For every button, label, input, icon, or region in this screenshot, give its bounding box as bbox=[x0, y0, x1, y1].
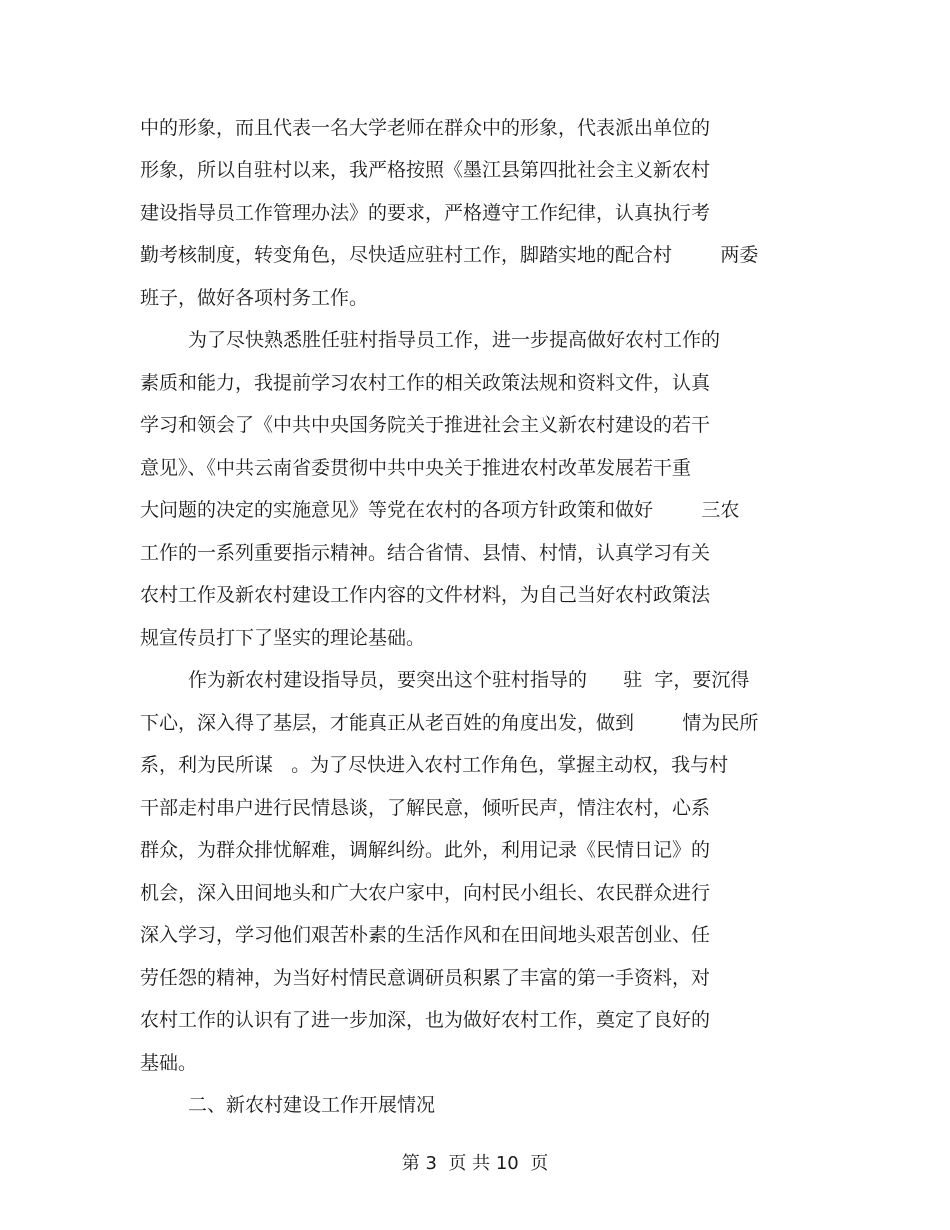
text-line: 班子，做好各项村务工作。 bbox=[140, 287, 369, 309]
text-line: 农村工作的认识有了进一步加深，也为做好农村工作，奠定了良好的 bbox=[140, 1009, 711, 1031]
text-line: 规宣传员打下了坚实的理论基础。 bbox=[140, 627, 426, 649]
text-line: 素质和能力，我提前学习农村工作的相关政策法规和资料文件，认真 bbox=[140, 372, 711, 394]
paragraph-start-line: 作为新农村建设指导员，要突出这个驻村指导的 驻 字，要沉得 bbox=[188, 669, 750, 691]
text-line: 下心，深入得了基层，才能真正从老百姓的角度出发，做到 情为民所 bbox=[140, 712, 759, 734]
text-line: 意见》、《中共云南省委贯彻中共中央关于推进农村改革发展若干重 bbox=[140, 457, 692, 479]
paragraph-start-line: 为了尽快熟悉胜任驻村指导员工作，进一步提高做好农村工作的 bbox=[188, 329, 721, 351]
text-line: 机会，深入田间地头和广大农户家中，向村民小组长、农民群众进行 bbox=[140, 882, 711, 904]
text-line: 建设指导员工作管理办法》的要求，严格遵守工作纪律，认真执行考 bbox=[140, 202, 711, 224]
text-line: 系，利为民所谋 。为了尽快进入农村工作角色，掌握主动权，我与村 bbox=[140, 754, 729, 776]
text-line: 勤考核制度，转变角色，尽快适应驻村工作，脚踏实地的配合村 两委 bbox=[140, 244, 759, 266]
text-line: 大问题的决定的实施意见》等党在农村的各项方针政策和做好 三农 bbox=[140, 499, 740, 521]
text-line: 农村工作及新农村建设工作内容的文件材料，为自己当好农村政策法 bbox=[140, 584, 711, 606]
text-line: 基础。 bbox=[140, 1052, 198, 1074]
page-number-footer: 第 3 页 共 10 页 bbox=[401, 1153, 549, 1174]
text-line: 干部走村串户进行民情恳谈，了解民意，倾听民声，情注农村，心系 bbox=[140, 797, 711, 819]
text-line: 劳任怨的精神，为当好村情民意调研员积累了丰富的第一手资料，对 bbox=[140, 967, 711, 989]
text-line: 中的形象，而且代表一名大学老师在群众中的形象，代表派出单位的 bbox=[140, 117, 711, 139]
section-heading: 二、新农村建设工作开展情况 bbox=[188, 1094, 436, 1116]
text-line: 深入学习，学习他们艰苦朴素的生活作风和在田间地头艰苦创业、任 bbox=[140, 924, 711, 946]
text-line: 群众，为群众排忧解难，调解纠纷。此外，利用记录《民情日记》的 bbox=[140, 839, 711, 861]
text-line: 工作的一系列重要指示精神。结合省情、县情、村情，认真学习有关 bbox=[140, 542, 711, 564]
text-line: 形象，所以自驻村以来，我严格按照《墨江县第四批社会主义新农村 bbox=[140, 159, 711, 181]
text-line: 学习和领会了《中共中央国务院关于推进社会主义新农村建设的若干 bbox=[140, 414, 711, 436]
